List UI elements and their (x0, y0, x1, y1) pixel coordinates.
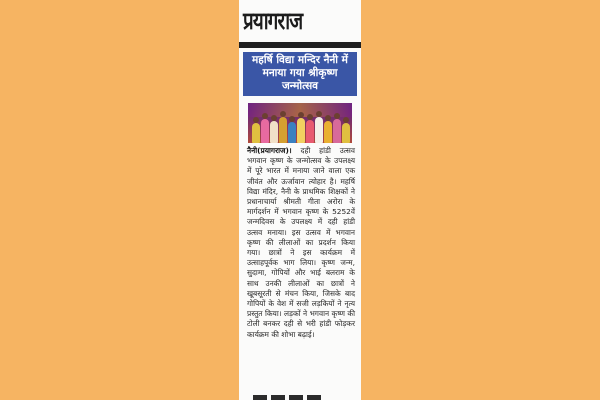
photo-figure-head (280, 111, 286, 117)
masthead-title: प्रयागराज (243, 7, 303, 35)
masthead (239, 4, 361, 44)
article-text: दही हांडी उत्सव भगवान कृष्ण के जन्मोत्सव के उपलक्ष्य में पूरे भारत में मनाया जाने वाला एक जीवंत और ऊर्जावान त्योहार है। महर्षि विद्या मंदिर, नैनी के प्राथमिक शिक्षकों ने प्रधानाचार्या श्रीमती गीता अरोरा के मार्गदर्शन में भगवान कृष्ण के 5252वें जन्मदिवस के उपलक्ष्य में दही हांडी उत्सव मनाया। इस उत्सव में भगवान कृष्ण की लीलाओं का प्रदर्शन किया गया। छात्रों ने इस कार्यक्रम में उत्साहपूर्वक भाग लिया। कृष्ण जन्म, सुदामा, गोपियों और भाई बलराम के साथ उनकी लीलाओं का छात्रों ने खूबसूरती से मंचन किया, जिसके बाद गोपियों के वेश में सजी लड़कियों ने नृत्य प्रस्तुत किया। लड़कों ने भगवान कृष्ण की टोली बनकर दही से भरी हांडी फोड़कर कार्यक्रम की शोभा बढ़ाई। (247, 146, 356, 339)
photo-figure-head (307, 114, 313, 120)
next-article-headline-cut (253, 394, 349, 400)
masthead-rule (239, 42, 361, 48)
event-photo (248, 103, 352, 143)
photo-figure (342, 123, 350, 143)
photo-figure (261, 119, 269, 143)
photo-figure (297, 118, 305, 143)
photo-figure (279, 117, 287, 143)
photo-figure-head (253, 117, 259, 123)
article-headline: महर्षि विद्या मन्दिर नैनी में मनाया गया श्रीकृष्ण जन्मोत्सव (252, 54, 348, 92)
photo-figure (306, 120, 314, 143)
article-dateline: नैनी(प्रयागराज)। (247, 146, 292, 155)
photo-figure-head (316, 111, 322, 117)
photo-figure-head (271, 115, 277, 121)
photo-figure-head (325, 115, 331, 121)
photo-figure (270, 121, 278, 143)
headline-band (243, 52, 357, 96)
photo-figure-head (262, 113, 268, 119)
photo-figure-head (343, 117, 349, 123)
article-body (247, 146, 355, 340)
photo-figure (333, 119, 341, 143)
photo-figure-head (298, 112, 304, 118)
photo-figure-head (289, 116, 295, 122)
photo-figure (288, 122, 296, 143)
photo-figure (252, 123, 260, 143)
photo-figure (315, 117, 323, 143)
photo-figure (324, 121, 332, 143)
photo-figure-head (334, 113, 340, 119)
newspaper-clipping (239, 0, 361, 400)
